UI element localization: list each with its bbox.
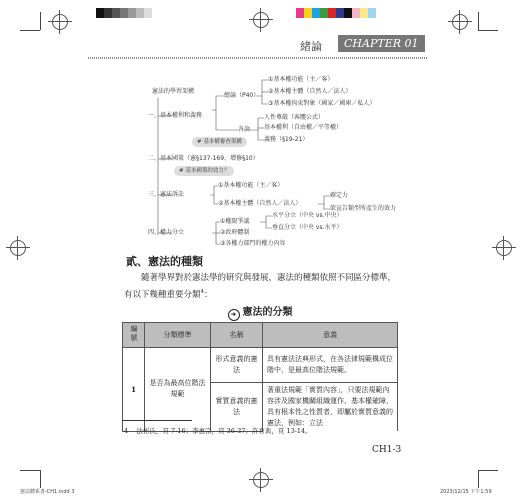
header-text: 編號 <box>130 324 138 343</box>
diagram-node-2: 二、基本國策（憲§137-169、增修§10） <box>148 155 259 162</box>
table-row <box>123 348 398 383</box>
registration-mark <box>253 472 269 488</box>
slug-right: 2023/12/15 下午1:59 <box>440 489 492 495</box>
diagram-node-1a2: ②基本權主體（自然人／法人） <box>268 88 352 95</box>
diagram-node-1a1: ①基本權功能（主／客） <box>268 76 334 83</box>
section-heading: 貳、憲法的種類 <box>126 255 203 268</box>
diagram-node-3-r1: 確定力 <box>330 192 349 199</box>
diagram-node-1b1: 人性尊嚴（客體公式） <box>264 114 325 121</box>
diagram-node-1b2: 基本權利（自由權／平等權） <box>264 124 343 131</box>
column-header-meaning: 意義 <box>263 323 398 348</box>
crop-mark <box>20 470 40 471</box>
body-paragraph <box>124 271 396 302</box>
footnote-text: 法彬氏，頁 7-16；李惠宗，頁 36-37；許育典，頁 13-14。 <box>136 427 312 435</box>
footnote-number: 4 <box>124 427 129 435</box>
table-header-row <box>123 323 398 348</box>
row-name: 實質意義的憲法 <box>211 383 263 432</box>
slug-left: 憲法體系書-CH1.indd 3 <box>20 489 75 495</box>
diagram-node-1b: 各論 <box>238 126 251 133</box>
diagram-node-1b3: 義務（§19-21） <box>264 136 309 143</box>
header-title: 緒論 <box>300 40 322 53</box>
footnote <box>124 426 312 435</box>
paragraph-line: 隨著學界對於憲法學的研究與發展，憲法的種類依照不同區分標準， <box>141 273 397 283</box>
row-meaning: 著重法規範「實質內容」，只要法規範內容涉及國家機關組織運作、基本權確障，具有根本性之性質者，即屬於實質意義的憲法，例如：立法 <box>263 383 398 432</box>
diagram-node-3-2: ②基本權主體（自然人／法人） <box>218 200 302 207</box>
column-header-criterion: 分類標準 <box>145 323 211 348</box>
diagram-node-1a: 總論（P40） <box>224 92 260 99</box>
table-title-text: 憲法的分類 <box>242 307 293 318</box>
diagram-node-4-r2: 垂直分立（中央 vs.水平） <box>272 224 343 231</box>
crop-mark <box>40 470 41 488</box>
circle-arrow-icon: ➔ <box>228 309 240 321</box>
diagram-tag: # 基本國策的效力？ <box>174 166 234 176</box>
classification-table <box>122 322 398 432</box>
column-header-number <box>123 323 145 348</box>
diagram-tag: # 基本權審查架構 <box>192 137 247 147</box>
paragraph-colon: ： <box>204 289 213 300</box>
diagram-node-3-r2: 欲宣告類型所產生的效力 <box>330 205 397 212</box>
paragraph-line <box>124 285 396 302</box>
paragraph-text: 有以下幾種重要分類 <box>124 289 201 300</box>
table-title <box>0 303 520 321</box>
row-number: 1 <box>123 348 145 432</box>
column-header-name: 名稱 <box>211 323 263 348</box>
row-name: 形式意義的憲法 <box>211 348 263 383</box>
page-number: CH1-3 <box>372 445 402 455</box>
diagram-node-3: 三、憲法訴訟 <box>148 191 185 198</box>
footnote-rule <box>122 420 192 421</box>
chapter-badge: CHAPTER 01 <box>338 35 425 52</box>
diagram-node-4-3: ③各權力部門的權力內容 <box>220 240 286 247</box>
footnote-ref[interactable]: 4 <box>200 289 205 295</box>
crop-mark <box>478 470 479 488</box>
diagram-node-1a3: ③基本權拘束對象（國家／國庫／私人） <box>268 100 376 107</box>
diagram-node-4: 四、權力分立 <box>148 229 185 236</box>
row-criterion: 是否為最高位階法規範 <box>145 348 211 432</box>
diagram-node-4-1: ①權限爭議 <box>220 218 250 225</box>
diagram-node-4-r1: 水平分立（中央 vs.中央） <box>272 212 343 219</box>
diagram-node-1: 一、基本權利和義務 <box>148 112 203 119</box>
diagram-node-4-2: ②政府體制 <box>220 229 250 236</box>
diagram-root: 憲法的學習架構 <box>152 88 195 95</box>
diagram-node-3-1: ①基本權功能（主／客） <box>218 182 284 189</box>
row-meaning: 具有憲法法典形式，在各法律規範構成位階中，是最高位階法規範。 <box>263 348 398 383</box>
crop-mark <box>478 470 498 471</box>
